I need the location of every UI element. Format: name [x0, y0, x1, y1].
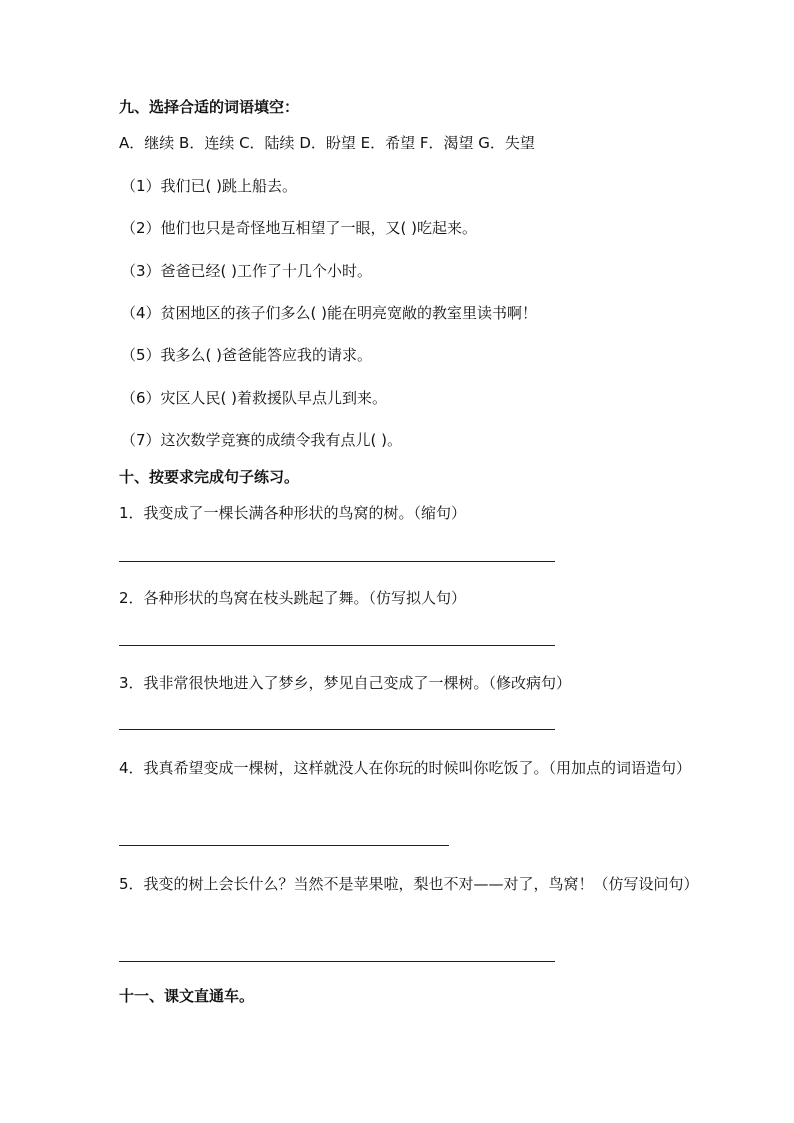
fill-item-1: （1）我们已( )跳上船去。 [121, 177, 298, 195]
answer-line-3[interactable] [119, 729, 555, 730]
question-3: 3．我非常很快地进入了梦乡，梦见自己变成了一棵树。（修改病句） [119, 674, 572, 692]
fill-item-4: （4）贫困地区的孩子们多么( )能在明亮宽敞的教室里读书啊！ [121, 304, 538, 322]
answer-line-4[interactable] [119, 845, 449, 846]
answer-line-1[interactable] [119, 561, 555, 562]
section-11-title: 十一、课文直通车。 [119, 987, 255, 1005]
word-options: A．继续 B．连续 C．陆续 D．盼望 E．希望 F．渴望 G．失望 [119, 134, 535, 152]
fill-item-3: （3）爸爸已经( )工作了十几个小时。 [121, 262, 373, 280]
section-9-title: 九、选择合适的词语填空： [119, 98, 300, 116]
fill-item-2: （2）他们也只是奇怪地互相望了一眼，又( )吃起来。 [121, 219, 478, 237]
question-4: 4．我真希望变成一棵树，这样就没人在你玩的时候叫你吃饭了。（用加点的词语造句） [119, 759, 692, 777]
fill-item-6: （6）灾区人民( )着救援队早点儿到来。 [121, 389, 388, 407]
question-1: 1．我变成了一棵长满各种形状的鸟窝的树。（缩句） [119, 504, 467, 522]
fill-item-5: （5）我多么( )爸爸能答应我的请求。 [121, 346, 373, 364]
fill-item-7: （7）这次数学竞赛的成绩令我有点儿( )。 [121, 431, 403, 449]
answer-line-5[interactable] [119, 961, 555, 962]
question-5: 5．我变的树上会长什么？当然不是苹果啦，梨也不对——对了，鸟窝！（仿写设问句） [119, 875, 699, 893]
answer-line-2[interactable] [119, 645, 555, 646]
question-2: 2．各种形状的鸟窝在枝头跳起了舞。（仿写拟人句） [119, 589, 467, 607]
section-10-title: 十、按要求完成句子练习。 [119, 468, 300, 486]
